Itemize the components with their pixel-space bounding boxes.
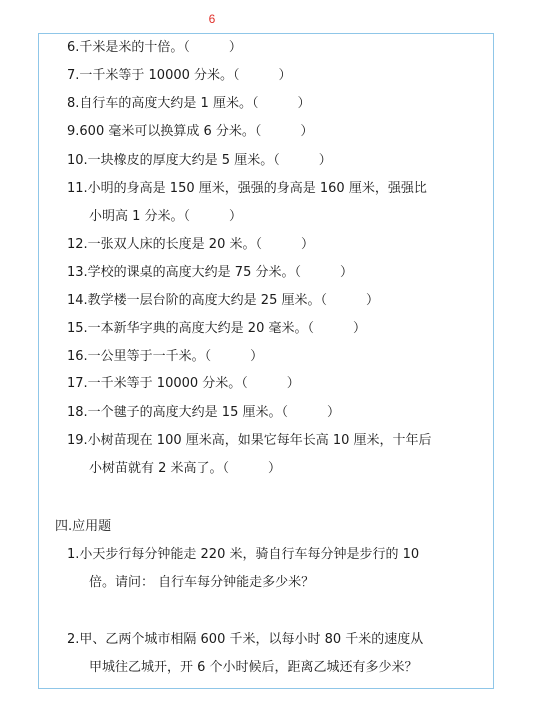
page-number: 6 <box>208 12 216 26</box>
question-13: 13.学校的课桌的高度大约是 75 分米。（ ） <box>67 265 353 280</box>
question-19-continued: 小树苗就有 2 米高了。（ ） <box>89 461 282 476</box>
question-17: 17.一千米等于 10000 分米。（ ） <box>67 376 300 391</box>
question-10: 10.一块橡皮的厚度大约是 5 厘米。（ ） <box>67 153 332 168</box>
question-16: 16.一公里等于一千米。（ ） <box>67 349 264 364</box>
question-18: 18.一个毽子的高度大约是 15 厘米。（ ） <box>67 405 340 420</box>
problem-2-line-2: 甲城往乙城开，开 6 个小时候后，距离乙城还有多少米？ <box>89 660 418 675</box>
question-15: 15.一本新华字典的高度大约是 20 毫米。（ ） <box>67 321 366 336</box>
problem-1-line-2: 倍。请问： 自行车每分钟能走多少米？ <box>89 575 315 590</box>
question-7: 7.一千米等于 10000 分米。（ ） <box>67 68 292 83</box>
question-11: 11.小明的身高是 150 厘米，强强的身高是 160 厘米，强强比 <box>67 181 427 196</box>
section-title: 四.应用题 <box>55 519 112 534</box>
problem-2-line-1: 2.甲、乙两个城市相隔 600 千米，以每小时 80 千米的速度从 <box>67 632 424 647</box>
question-12: 12.一张双人床的长度是 20 米。（ ） <box>67 237 314 252</box>
question-11-continued: 小明高 1 分米。（ ） <box>89 209 243 224</box>
question-9: 9.600 毫米可以换算成 6 分米。（ ） <box>67 124 314 139</box>
question-6: 6.千米是米的十倍。（ ） <box>67 40 242 55</box>
question-19: 19.小树苗现在 100 厘米高，如果它每年长高 10 厘米，十年后 <box>67 433 432 448</box>
problem-1-line-1: 1.小天步行每分钟能走 220 米，骑自行车每分钟是步行的 10 <box>67 547 420 562</box>
question-14: 14.教学楼一层台阶的高度大约是 25 厘米。（ ） <box>67 293 379 308</box>
question-8: 8.自行车的高度大约是 1 厘米。（ ） <box>67 96 311 111</box>
